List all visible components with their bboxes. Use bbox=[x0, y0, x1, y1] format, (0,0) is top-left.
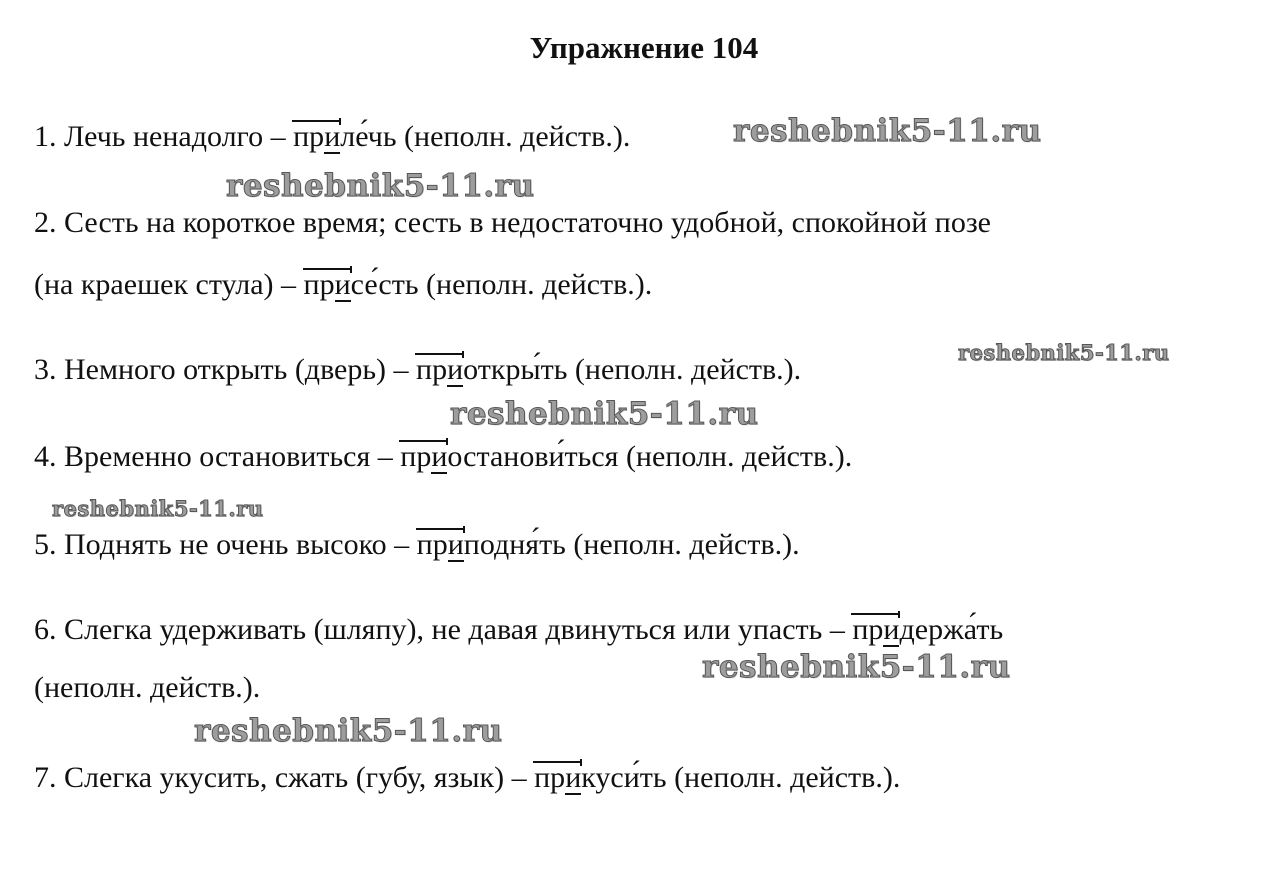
prefix-vowel: и bbox=[447, 353, 464, 386]
text-segment: останови́ться (неполн. действ.). bbox=[447, 440, 853, 473]
exercise-item-3-line-1 bbox=[34, 351, 801, 389]
text-segment: 1. Лечь ненадолго – bbox=[34, 120, 294, 153]
text-segment: ле́чь (неполн. действ.). bbox=[340, 120, 631, 153]
prefix-marked bbox=[400, 438, 447, 476]
text-segment: 5. Поднять не очень высоко – bbox=[34, 528, 417, 561]
prefix-vowel: и bbox=[447, 528, 464, 561]
exercise-item-6-line-1 bbox=[34, 611, 1003, 649]
prefix-vowel: и bbox=[883, 613, 900, 646]
prefix-consonants: пр bbox=[416, 528, 448, 561]
prefix-consonants: пр bbox=[534, 761, 566, 794]
watermark: reshebnik5-11.ru bbox=[450, 396, 759, 432]
watermark: reshebnik5-11.ru bbox=[702, 649, 1011, 685]
text-segment: откры́ть (неполн. действ.). bbox=[463, 353, 802, 386]
text-segment: 3. Немного открыть (дверь) – bbox=[34, 353, 417, 386]
prefix-consonants: пр bbox=[293, 120, 325, 153]
exercise-item-2-line-1 bbox=[34, 204, 991, 242]
exercise-item-1-line-1 bbox=[34, 118, 630, 156]
prefix-marked bbox=[304, 266, 351, 304]
text-segment: 4. Временно остановиться – bbox=[34, 440, 401, 473]
exercise-item-4-line-1 bbox=[34, 438, 852, 476]
text-segment: 7. Слегка укусить, сжать (губу, язык) – bbox=[34, 761, 535, 794]
prefix-marked bbox=[417, 526, 464, 564]
exercise-item-2-line-2 bbox=[34, 266, 652, 304]
text-segment: 6. Слегка удерживать (шляпу), не давая двинуться или упасть – bbox=[34, 613, 853, 646]
prefix-vowel: и bbox=[431, 440, 448, 473]
prefix-marked bbox=[534, 759, 581, 797]
prefix-consonants: пр bbox=[303, 268, 335, 301]
watermark: reshebnik5-11.ru bbox=[958, 340, 1170, 365]
prefix-consonants: пр bbox=[400, 440, 432, 473]
exercise-title: Упражнение 104 bbox=[529, 30, 759, 65]
prefix-marked bbox=[852, 611, 899, 649]
text-segment: (на краешек стула) – bbox=[34, 268, 304, 301]
watermark: reshebnik5-11.ru bbox=[733, 113, 1042, 149]
prefix-marked bbox=[416, 351, 463, 389]
exercise-item-7-line-1 bbox=[34, 759, 900, 797]
text-segment: держа́ть bbox=[899, 613, 1004, 646]
watermark: reshebnik5-11.ru bbox=[52, 496, 264, 521]
watermark: reshebnik5-11.ru bbox=[194, 713, 503, 749]
prefix-consonants: пр bbox=[852, 613, 884, 646]
text-segment: куси́ть (неполн. действ.). bbox=[581, 761, 901, 794]
exercise-item-5-line-1 bbox=[34, 526, 800, 564]
prefix-consonants: пр bbox=[416, 353, 448, 386]
prefix-vowel: и bbox=[334, 268, 351, 301]
exercise-item-6-line-2 bbox=[34, 669, 260, 707]
prefix-marked bbox=[293, 118, 340, 156]
prefix-vowel: и bbox=[324, 120, 341, 153]
watermark: reshebnik5-11.ru bbox=[226, 168, 535, 204]
prefix-vowel: и bbox=[565, 761, 582, 794]
text-segment: се́сть (неполн. действ.). bbox=[350, 268, 653, 301]
text-segment: 2. Сесть на короткое время; сесть в недостаточно удобной, спокойной позе bbox=[34, 206, 991, 239]
text-segment: (неполн. действ.). bbox=[34, 671, 261, 704]
text-segment: подня́ть (неполн. действ.). bbox=[463, 528, 800, 561]
